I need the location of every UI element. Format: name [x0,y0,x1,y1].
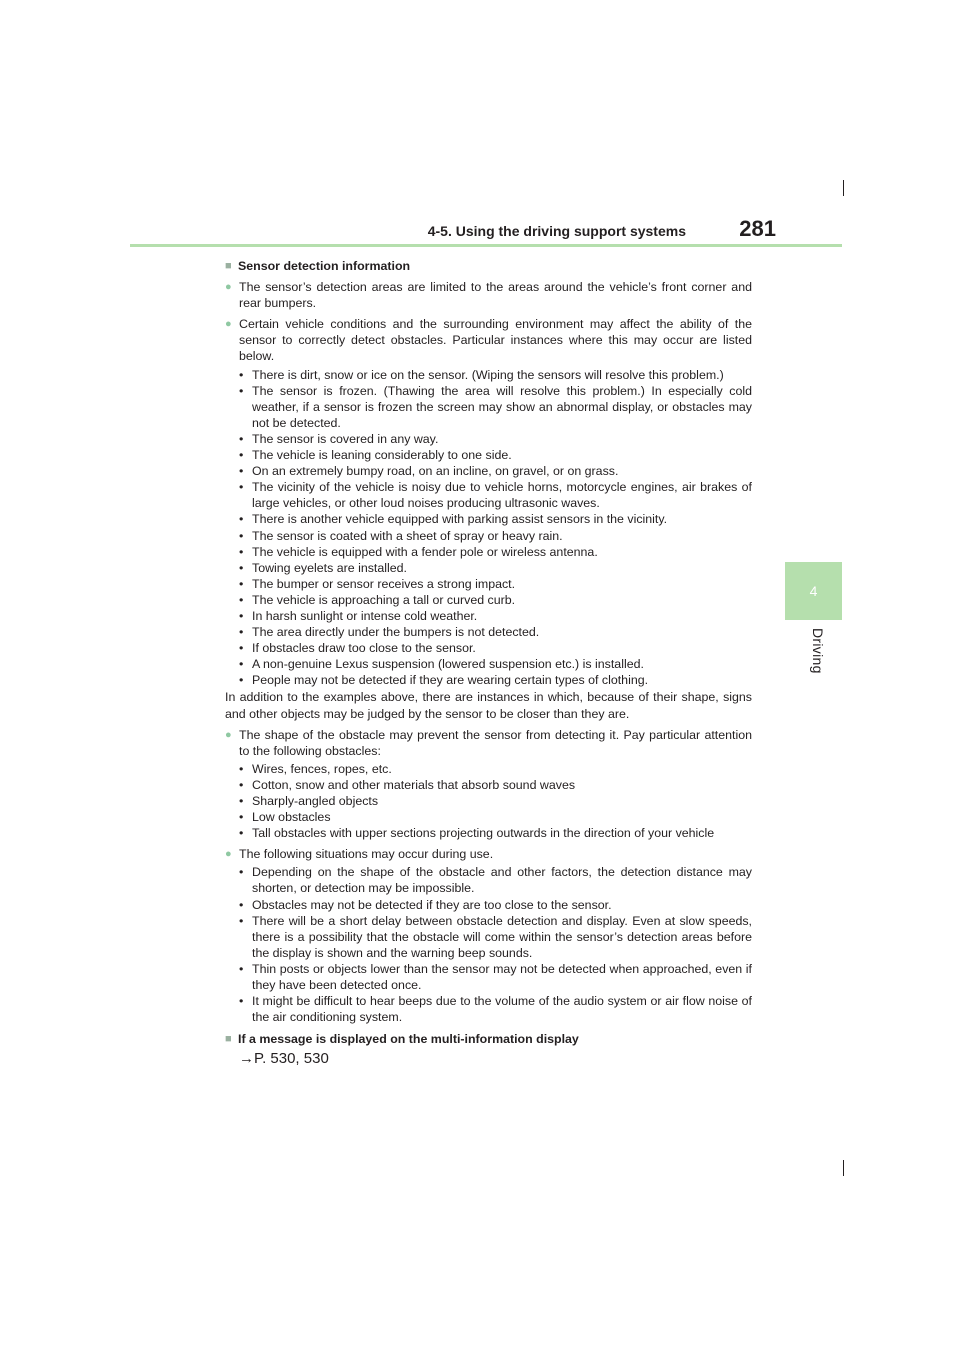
bullet-icon: • [239,448,244,463]
paragraph: In addition to the examples above, there are instances in which, because of their shape, signs and other objects may be judged by the sensor to be closer than they are. [225,690,752,721]
list-item [239,592,752,608]
list-item [239,993,752,1025]
chapter-tab [785,562,842,620]
list-item [239,640,752,656]
list-item-text: The sensor is covered in any way. [252,431,439,446]
bullet-icon: • [239,528,244,543]
list-item [239,809,752,825]
item-text: The sensor’s detection areas are limited to the areas around the vehicle’s front corner and rear bumpers. [239,280,752,311]
bullet-icon: • [239,673,244,688]
main-content [225,256,752,1068]
bullet-icon: • [239,865,244,880]
list-item-text: Cotton, snow and other materials that absorb sound waves [252,777,576,792]
circle-item [225,727,752,759]
list-item-text: It might be difficult to hear beeps due to the volume of the audio system or air flow noise of the air conditioning system. [252,994,752,1025]
list-item-text: Tall obstacles with upper sections projecting outwards in the direction of your vehicle [252,826,715,841]
list-item [239,624,752,640]
heading-message [225,1031,752,1047]
list-item [239,608,752,624]
list-item-text: The vehicle is equipped with a fender pole or wireless antenna. [252,544,598,559]
bullet-icon: • [239,657,244,672]
list-item-text: There is another vehicle equipped with parking assist sensors in the vicinity. [252,512,668,527]
list-item [239,383,752,431]
crop-mark-top [843,180,844,196]
list-item-text: The bumper or sensor receives a strong impact. [252,576,516,591]
bullet-icon: • [239,913,244,928]
list-item-text: The vehicle is approaching a tall or curved curb. [252,592,516,607]
item-text: The shape of the obstacle may prevent the sensor from detecting it. Pay particular attention to the following obstacles: [239,727,752,758]
bullet-icon: • [239,544,244,559]
item-text: Certain vehicle conditions and the surrounding environment may affect the ability of the sensor to correctly detect obstacles. Particular instances where this may occur are listed below. [239,317,752,364]
list-item-text: The area directly under the bumpers is not detected. [252,625,540,640]
bullet-icon: • [239,826,244,841]
list-item-text: People may not be detected if they are wearing certain types of clothing. [252,673,649,688]
list-item-text: Sharply-angled objects [252,794,379,808]
list-item-text: Thin posts or objects lower than the sensor may not be detected when approached, even if they have been detected once. [252,961,752,993]
circle-item [225,279,752,311]
list-item [239,864,752,896]
item-text: The following situations may occur during use. [239,847,494,862]
crop-mark-bottom [843,1160,844,1176]
list-item-text: The sensor is frozen. (Thawing the area will resolve this problem.) In especially cold weather, if a sensor is frozen the screen may show an abnormal display, or obstacles may not be detected. [252,383,752,430]
list-item [239,576,752,592]
bullet-icon: • [239,897,244,912]
list-item [239,479,752,511]
list-item [239,463,752,479]
list-item [239,544,752,560]
circle-item [225,846,752,862]
list-item-text: A non-genuine Lexus suspension (lowered suspension etc.) is installed. [252,657,644,672]
circle-bullet-icon: ● [225,281,232,294]
list-item-text: Towing eyelets are installed. [252,560,407,575]
circle-bullet-icon: ● [225,848,232,861]
list-item [239,793,752,809]
list-item [239,656,752,672]
list-item-text: Obstacles may not be detected if they are too close to the sensor. [252,897,612,912]
list-item [239,528,752,544]
obstacle-list [239,761,752,841]
list-item-text: The vicinity of the vehicle is noisy due to vehicle horns, motorcycle engines, air brakes of large vehicles, or other loud noises producing ultrasonic waves. [252,480,752,511]
list-item [239,913,752,961]
bullet-icon: • [239,464,244,479]
bullet-icon: • [239,810,244,825]
bullet-icon: • [239,367,244,382]
bullet-icon: • [239,560,244,575]
list-item-text: Low obstacles [252,810,331,825]
list-item-text: The sensor is coated with a sheet of spray or heavy rain. [252,528,563,543]
list-item-text: In harsh sunlight or intense cold weather. [252,608,478,623]
heading-sensor-detection [225,258,752,274]
list-item-text: Wires, fences, ropes, etc. [252,761,392,776]
bullet-icon: • [239,777,244,792]
bullet-icon: • [239,761,244,776]
bullet-icon: • [239,480,244,495]
list-item [239,447,752,463]
page-number: 281 [739,216,776,241]
list-item [239,777,752,793]
list-item [239,961,752,993]
circle-bullet-icon: ● [225,728,232,741]
page-reference: →P. 530, 530 [239,1050,329,1068]
list-item-text: On an extremely bumpy road, on an incline, on gravel, or on grass. [252,464,619,479]
list-item [239,511,752,527]
list-item [239,367,752,383]
bullet-icon: • [239,608,244,623]
bullet-icon: • [239,794,244,808]
heading-text: Sensor detection information [238,259,411,273]
bullet-icon: • [239,512,244,527]
list-item [239,897,752,913]
bullet-icon: • [239,576,244,591]
heading-text: If a message is displayed on the multi-information display [238,1032,579,1047]
list-item [239,825,752,841]
list-item [239,672,752,688]
circle-bullet-icon: ● [225,318,232,331]
condition-list [239,367,752,689]
list-item-text: Depending on the shape of the obstacle and other factors, the detection distance may shorten, or detection may be impossible. [252,865,752,896]
list-item-text: There will be a short delay between obstacle detection and display. Even at slow speeds, there is a possibility that the obstacle will come within the sensor’s detection areas before the display is shown and the warning beep sounds. [252,913,752,960]
circle-item [225,316,752,364]
section-title: 4-5. Using the driving support systems [427,223,686,239]
page-header [130,214,842,247]
situation-list [239,864,752,1025]
list-item [239,560,752,576]
square-bullet-icon: ■ [225,260,232,272]
bullet-icon: • [239,641,244,656]
bullet-icon: • [239,431,244,446]
list-item-text: There is dirt, snow or ice on the sensor. (Wiping the sensors will resolve this problem.) [252,367,724,382]
chapter-label: Driving [810,628,826,674]
list-item [239,431,752,447]
bullet-icon: • [239,994,244,1009]
list-item-text: The vehicle is leaning considerably to one side. [252,448,512,463]
bullet-icon: • [239,592,244,607]
bullet-icon: • [239,625,244,640]
list-item [239,761,752,777]
bullet-icon: • [239,383,244,398]
square-bullet-icon: ■ [225,1033,232,1046]
bullet-icon: • [239,961,244,976]
chapter-number: 4 [809,583,818,599]
list-item-text: If obstacles draw too close to the sensor. [252,641,476,656]
